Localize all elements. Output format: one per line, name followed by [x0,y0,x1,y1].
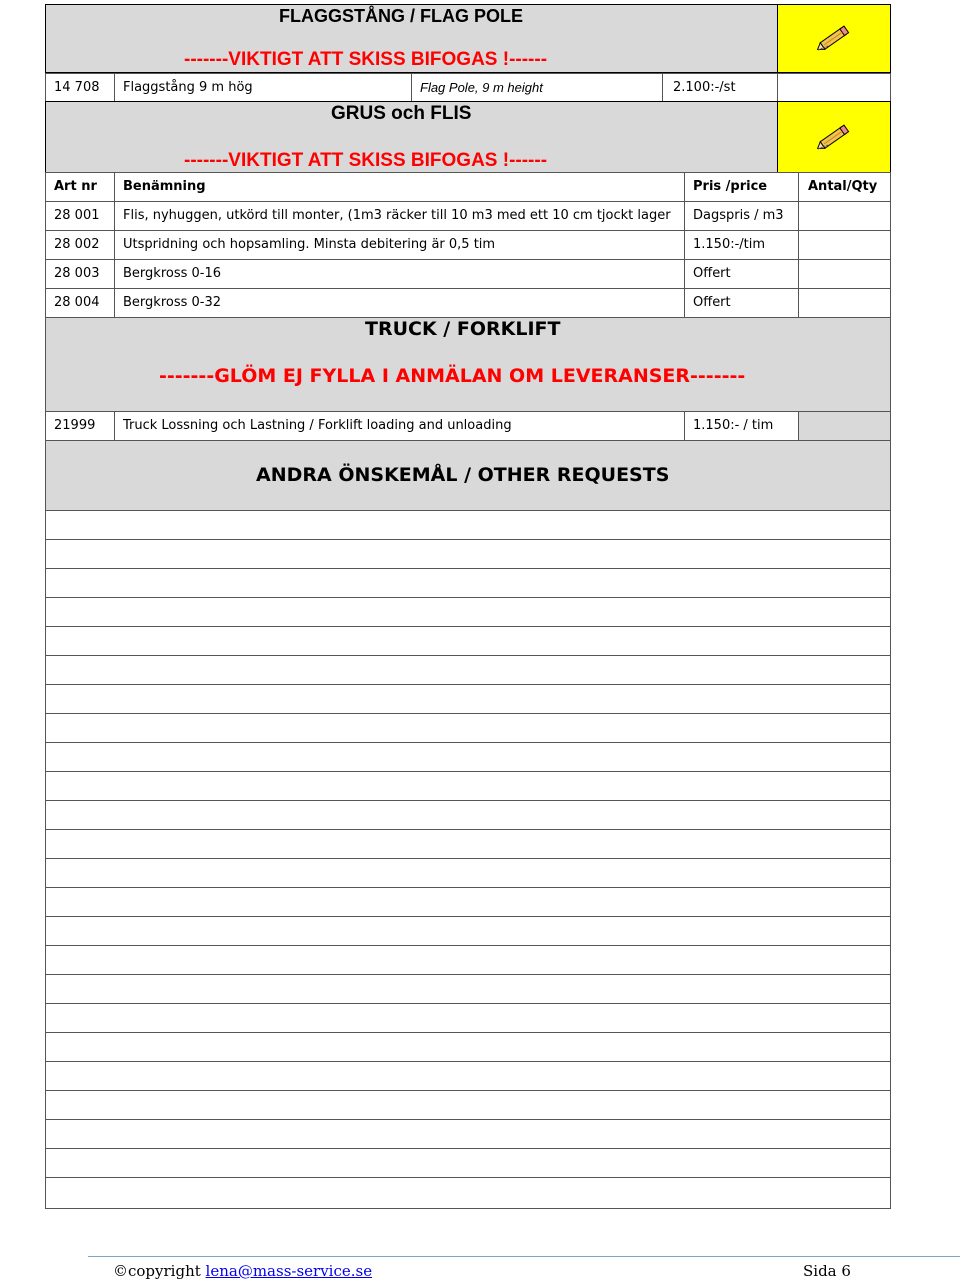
footer-copyright [113,1262,372,1280]
request-line[interactable] [45,1004,891,1033]
row-qty-input[interactable] [798,259,891,289]
copyright-text: ©copyright [113,1262,206,1280]
request-line[interactable] [45,772,891,801]
request-line[interactable] [45,714,891,743]
col-header-name: Benämning [114,172,685,202]
gravel-section-title: GRUS och FLIS [331,103,472,124]
row-price: 1.150:-/tim [684,230,799,260]
flag-name-en: Flag Pole, 9 m height [411,73,663,102]
row-qty-input[interactable] [798,288,891,318]
request-line[interactable] [45,1178,891,1209]
request-line[interactable] [45,801,891,830]
request-line[interactable] [45,888,891,917]
row-name: Bergkross 0-32 [114,288,685,318]
truck-art-nr: 21999 [45,411,115,441]
flag-price: 2.100:-/st [662,73,778,102]
truck-warning: -------GLÖM EJ FYLLA I ANMÄLAN OM LEVERANSER------- [159,365,746,387]
pencil-icon [814,121,854,153]
pencil-icon [814,22,854,54]
request-line[interactable] [45,1062,891,1091]
row-art-nr: 28 003 [45,259,115,289]
truck-section-title: TRUCK / FORKLIFT [365,318,561,340]
requests-section-title: ANDRA ÖNSKEMÅL / OTHER REQUESTS [256,464,670,486]
request-line[interactable] [45,743,891,772]
flag-section-title: FLAGGSTÅNG / FLAG POLE [279,6,523,26]
request-line[interactable] [45,569,891,598]
page-number: Sida 6 [803,1262,851,1280]
row-art-nr: 28 001 [45,201,115,231]
truck-qty-input[interactable] [798,411,891,441]
request-line[interactable] [45,627,891,656]
flag-name-sv: Flaggstång 9 m hög [114,73,412,102]
footer-divider [88,1256,960,1257]
request-line[interactable] [45,830,891,859]
request-line[interactable] [45,859,891,888]
request-line[interactable] [45,975,891,1004]
request-line[interactable] [45,1120,891,1149]
truck-name: Truck Lossning och Lastning / Forklift loading and unloading [114,411,685,441]
request-line[interactable] [45,1149,891,1178]
col-header-art-nr: Art nr [45,172,115,202]
row-qty-input[interactable] [798,201,891,231]
request-line[interactable] [45,917,891,946]
row-name: Bergkross 0-16 [114,259,685,289]
row-name: Utspridning och hopsamling. Minsta debitering är 0,5 tim [114,230,685,260]
request-line[interactable] [45,1033,891,1062]
row-qty-input[interactable] [798,230,891,260]
row-price: Offert [684,259,799,289]
row-art-nr: 28 004 [45,288,115,318]
row-price: Offert [684,288,799,318]
flag-art-nr: 14 708 [45,73,115,102]
col-header-price: Pris /price [684,172,799,202]
row-name: Flis, nyhuggen, utkörd till monter, (1m3 räcker till 10 m3 med ett 10 cm tjockt lager [114,201,685,231]
flag-warning: -------VIKTIGT ATT SKISS BIFOGAS !------ [184,49,548,70]
request-line[interactable] [45,598,891,627]
row-art-nr: 28 002 [45,230,115,260]
col-header-qty: Antal/Qty [798,172,891,202]
request-line[interactable] [45,685,891,714]
request-line[interactable] [45,1091,891,1120]
flag-qty-input[interactable] [777,73,891,102]
truck-price: 1.150:- / tim [684,411,799,441]
request-line[interactable] [45,946,891,975]
gravel-warning: -------VIKTIGT ATT SKISS BIFOGAS !------ [184,150,548,171]
request-line[interactable] [45,656,891,685]
request-line[interactable] [45,540,891,569]
row-price: Dagspris / m3 [684,201,799,231]
email-link[interactable]: lena@mass-service.se [205,1262,373,1280]
request-line[interactable] [45,511,891,540]
